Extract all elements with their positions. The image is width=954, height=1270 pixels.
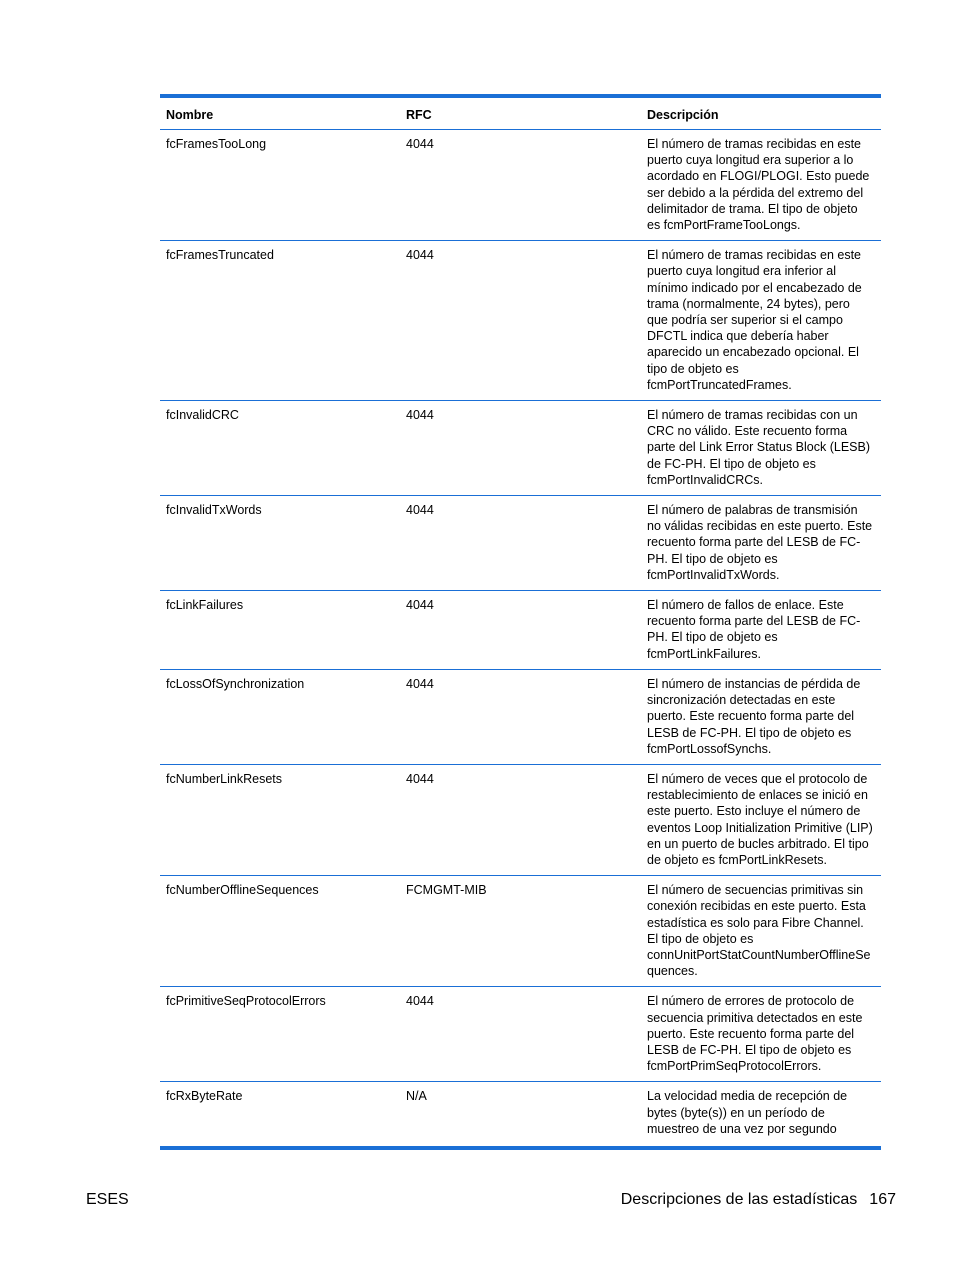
cell-description: La velocidad media de recepción de bytes (byte(s)) en un período de muestreo de una vez por segundo (647, 1089, 848, 1136)
cell-description: El número de instancias de pérdida de sincronización detectadas en este puerto. Este recuento forma parte del LESB de FC-PH. El tipo de objeto es fcmPortLossofSynchs. (641, 669, 881, 764)
cell-name: fcFramesTruncated (160, 241, 400, 401)
cell-name: fcInvalidTxWords (160, 496, 400, 591)
column-header-rfc: RFC (400, 96, 641, 130)
cell-description: El número de veces que el protocolo de restablecimiento de enlaces se inició en este puerto. Esto incluye el número de eventos Loop Initialization Primitive (LIP) en un puerto de bucles arbitrado. El tipo de objeto es fcmPortLinkResets. (641, 764, 881, 875)
table-row (160, 591, 881, 670)
cell-name: fcInvalidCRC (160, 401, 400, 496)
cell-rfc: 4044 (400, 764, 641, 875)
table-row (160, 496, 881, 591)
cell-name: fcNumberLinkResets (160, 764, 400, 875)
table-row (160, 669, 881, 764)
cell-description: El número de palabras de transmisión no válidas recibidas en este puerto. Este recuento forma parte del LESB de FC-PH. El tipo de objeto es fcmPortInvalidTxWords. (641, 496, 881, 591)
cell-rfc: N/A (406, 1089, 427, 1104)
table-row (160, 241, 881, 401)
footer-locale-code: ESES (86, 1191, 129, 1208)
column-header-description: Descripción (641, 96, 881, 130)
cell-rfc: 4044 (400, 987, 641, 1082)
cell-name: fcNumberOfflineSequences (160, 876, 400, 987)
cell-rfc: 4044 (400, 669, 641, 764)
table-row (160, 987, 881, 1082)
cell-rfc: FCMGMT-MIB (400, 876, 641, 987)
statistics-table (160, 94, 881, 1150)
cell-rfc: 4044 (400, 401, 641, 496)
table-row (160, 1082, 881, 1148)
cell-description: El número de tramas recibidas en este puerto cuya longitud era inferior al mínimo indicado por el encabezado de trama (normalmente, 24 bytes), pero que podría ser superior si el campo DFCTL indica que debería haber aparecido un encabezado opcional. El tipo de objeto es fcmPortTruncatedFrames. (641, 241, 881, 401)
cell-description: El número de errores de protocolo de secuencia primitiva detectados en este puerto. Este recuento forma parte del LESB de FC-PH. El tipo de objeto es fcmPortPrimSeqProtocolErrors. (641, 987, 881, 1082)
cell-description: El número de tramas recibidas con un CRC no válido. Este recuento forma parte del Link Error Status Block (LESB) de FC-PH. El tipo de objeto es fcmPortInvalidCRCs. (641, 401, 881, 496)
footer-section (621, 1191, 896, 1209)
footer-section-title: Descripciones de las estadísticas (620, 1191, 858, 1208)
cell-rfc: 4044 (400, 241, 641, 401)
table-row (160, 876, 881, 987)
table-row (160, 401, 881, 496)
table-row (160, 764, 881, 875)
column-header-name: Nombre (160, 96, 400, 130)
cell-name: fcFramesTooLong (160, 130, 400, 241)
statistics-table-container (160, 94, 881, 1150)
page-number: 167 (869, 1191, 896, 1208)
cell-name: fcRxByteRate (166, 1089, 243, 1104)
cell-name: fcLinkFailures (160, 591, 400, 670)
table-row (160, 130, 881, 241)
cell-description: El número de tramas recibidas en este puerto cuya longitud era superior a lo acordado en FLOGI/PLOGI. Esto puede ser debido a la pérdida del extremo del delimitador de trama. El tipo de objeto es fcmPortFrameTooLongs. (641, 130, 881, 241)
cell-rfc: 4044 (400, 130, 641, 241)
cell-description: El número de fallos de enlace. Este recuento forma parte del LESB de FC-PH. El tipo de objeto es fcmPortLinkFailures. (641, 591, 881, 670)
cell-name: fcPrimitiveSeqProtocolErrors (160, 987, 400, 1082)
cell-rfc: 4044 (400, 591, 641, 670)
cell-rfc: 4044 (400, 496, 641, 591)
cell-description: El número de secuencias primitivas sin conexión recibidas en este puerto. Esta estadística es solo para Fibre Channel. El tipo de objeto es connUnitPortStatCountNumberOfflineSequences. (641, 876, 881, 987)
cell-name: fcLossOfSynchronization (160, 669, 400, 764)
table-header-row (160, 96, 881, 130)
